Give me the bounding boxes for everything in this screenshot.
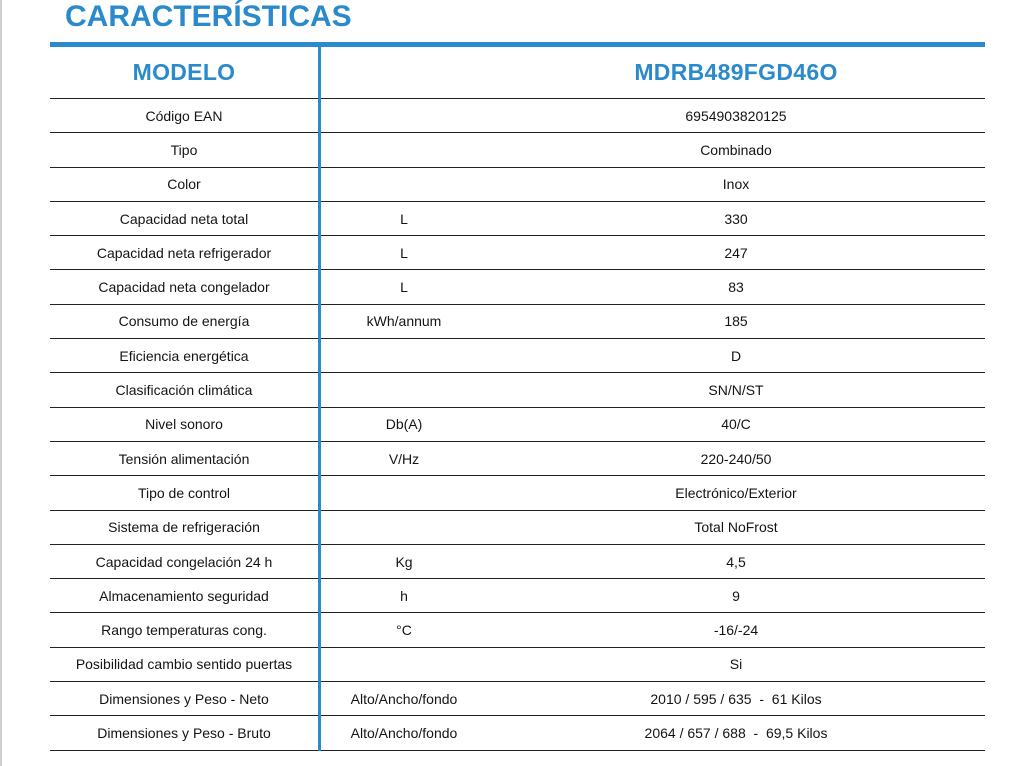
spec-value: 9 xyxy=(732,587,740,604)
spec-value: 4,5 xyxy=(726,553,746,570)
spec-label: Capacidad congelación 24 h xyxy=(95,553,273,570)
spec-label: Almacenamiento seguridad xyxy=(99,587,269,604)
spec-label: Tensión alimentación xyxy=(118,450,250,467)
spec-label: Clasificación climática xyxy=(115,382,253,399)
table-row xyxy=(50,511,985,545)
table-row xyxy=(50,99,985,133)
spec-value: 247 xyxy=(724,244,748,261)
spec-unit: Db(A) xyxy=(385,416,423,433)
spec-value: SN/N/ST xyxy=(708,382,764,399)
spec-unit: L xyxy=(400,279,408,296)
spec-unit: V/Hz xyxy=(388,450,420,467)
spec-value: 2010 / 595 / 635 - 61 Kilos xyxy=(650,690,822,707)
spec-table xyxy=(50,47,985,751)
spec-value: 185 xyxy=(724,313,748,330)
table-row xyxy=(50,716,985,750)
table-row xyxy=(50,305,985,339)
spec-unit: kWh/annum xyxy=(366,313,442,330)
spec-value: -16/-24 xyxy=(713,622,759,639)
model-header-label: MODELO xyxy=(132,59,236,85)
spec-label: Tipo xyxy=(170,141,198,158)
spec-label: Color xyxy=(167,176,201,193)
table-row xyxy=(50,682,985,716)
spec-label: Capacidad neta congelador xyxy=(98,279,270,296)
spec-label: Consumo de energía xyxy=(118,313,250,330)
spec-unit: L xyxy=(400,210,408,227)
table-row xyxy=(50,476,985,510)
spec-label: Dimensiones y Peso - Bruto xyxy=(97,724,271,741)
spec-label: Tipo de control xyxy=(137,484,231,501)
spec-value: Total NoFrost xyxy=(694,519,778,536)
table-row xyxy=(50,202,985,236)
spec-unit: °C xyxy=(396,622,412,639)
spec-label: Sistema de refrigeración xyxy=(108,519,260,536)
table-row xyxy=(50,613,985,647)
spec-unit: L xyxy=(400,244,408,261)
table-row xyxy=(50,579,985,613)
spec-unit: Alto/Ancho/fondo xyxy=(350,690,458,707)
spec-value: Electrónico/Exterior xyxy=(675,484,797,501)
spec-value: 220-240/50 xyxy=(700,450,772,467)
table-row xyxy=(50,168,985,202)
spec-label: Eficiencia energética xyxy=(119,347,249,364)
spec-label: Rango temperaturas cong. xyxy=(101,622,267,639)
spec-label: Capacidad neta total xyxy=(119,210,249,227)
table-row xyxy=(50,648,985,682)
spec-value: 6954903820125 xyxy=(685,107,787,124)
page-title: CARACTERÍSTICAS xyxy=(65,0,352,33)
table-row xyxy=(50,133,985,167)
table-header xyxy=(50,47,985,99)
spec-value: Inox xyxy=(722,176,750,193)
spec-label: Posibilidad cambio sentido puertas xyxy=(75,656,293,673)
model-name: MDRB489FGD46O xyxy=(634,59,838,85)
spec-label: Capacidad neta refrigerador xyxy=(96,244,272,261)
left-border xyxy=(0,0,2,766)
spec-unit: Kg xyxy=(395,553,413,570)
table-row xyxy=(50,408,985,442)
spec-value: 40/C xyxy=(721,416,751,433)
spec-value: 330 xyxy=(724,210,748,227)
table-row xyxy=(50,270,985,304)
spec-value: D xyxy=(730,347,742,364)
spec-label: Código EAN xyxy=(145,107,223,124)
table-row xyxy=(50,236,985,270)
spec-value: 2064 / 657 / 688 - 69,5 Kilos xyxy=(644,724,828,741)
table-row xyxy=(50,373,985,407)
table-row xyxy=(50,545,985,579)
spec-value: 83 xyxy=(728,279,744,296)
spec-value: Combinado xyxy=(700,141,772,158)
spec-unit: h xyxy=(400,587,408,604)
spec-label: Dimensiones y Peso - Neto xyxy=(99,690,269,707)
spec-unit: Alto/Ancho/fondo xyxy=(350,724,458,741)
column-divider xyxy=(318,47,321,751)
spec-value: Si xyxy=(729,656,743,673)
spec-label: Nivel sonoro xyxy=(145,416,223,433)
table-row xyxy=(50,442,985,476)
table-row xyxy=(50,339,985,373)
